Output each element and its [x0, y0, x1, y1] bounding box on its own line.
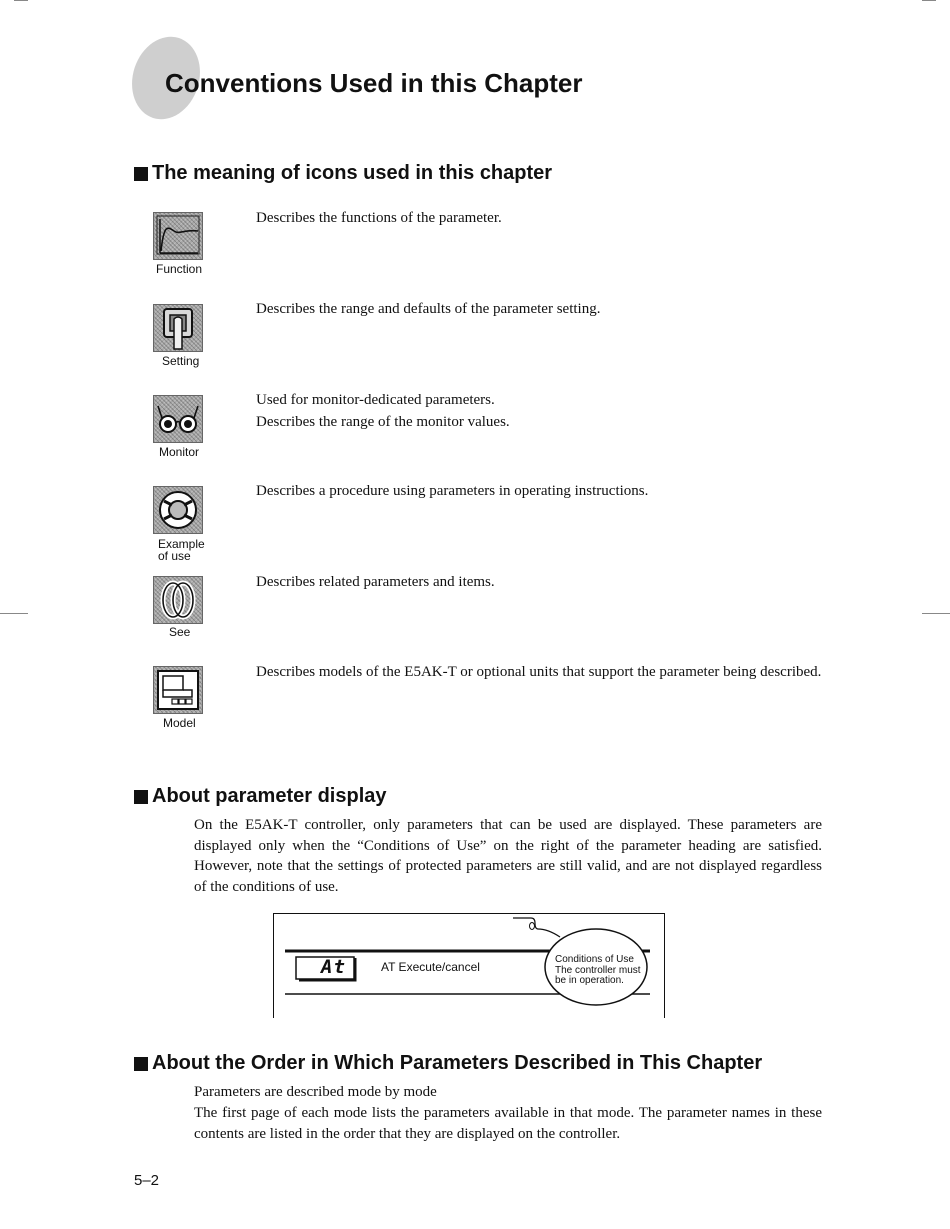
setting-icon: [153, 304, 203, 352]
crop-mark: [0, 613, 28, 614]
icon-description-example-of-use: Describes a procedure using parameters in operating instructions.: [256, 483, 649, 499]
icon-description-setting: Describes the range and defaults of the parameter setting.: [256, 301, 601, 317]
order-paragraph: The first page of each mode lists the parameters available in that mode. The parameter names in these contents are listed in the order that they are displayed on the controller.: [194, 1105, 822, 1142]
parameter-heading-diagram: [273, 913, 665, 1018]
description-line: Describes the range of the monitor values.: [256, 414, 510, 430]
conditions-line: The controller must: [555, 964, 641, 976]
function-icon: [153, 212, 203, 260]
monitor-icon: [153, 395, 203, 443]
seven-segment-display-text: At: [321, 956, 346, 978]
section-heading-text: About the Order in Which Parameters Described in This Chapter: [152, 1052, 763, 1074]
crop-mark: [14, 0, 28, 1]
display-paragraph: On the E5AK-T controller, only parameters that can be used are displayed. These parameters are displayed only when the “Conditions of Use” on the right of the parameter heading are satisfied. However, note that the settings of protected parameters are still valid, and are not displayed regardless of the conditions of use.: [194, 817, 822, 895]
icon-label-monitor: Monitor: [159, 445, 200, 459]
page-number: 5–2: [134, 1172, 160, 1189]
icon-description-function: Describes the functions of the parameter.: [256, 210, 502, 226]
icon-label-function: Function: [156, 262, 203, 276]
bullet-square: [134, 167, 148, 181]
crop-mark: [922, 613, 950, 614]
chapter-title: Conventions Used in this Chapter: [165, 68, 583, 98]
icon-label-line: Example: [158, 537, 205, 551]
model-icon: [153, 666, 203, 714]
conditions-of-use-callout: [555, 955, 641, 987]
bullet-square: [134, 1057, 148, 1071]
icon-label-example-of-use: [158, 538, 205, 562]
icon-label-line: of use: [158, 549, 191, 563]
icon-label-setting: Setting: [162, 354, 200, 368]
section-heading-text: The meaning of icons used in this chapter: [152, 162, 553, 184]
conditions-line: be in operation.: [555, 975, 624, 986]
icon-description-see: Describes related parameters and items.: [256, 574, 495, 590]
conditions-line: Conditions of Use: [555, 954, 634, 965]
example-of-use-icon: [153, 486, 203, 534]
section-heading-text: About parameter display: [152, 785, 387, 807]
see-icon: [153, 576, 203, 624]
icon-label-see: See: [169, 625, 191, 639]
section-heading-icons: [134, 162, 552, 185]
section-heading-display: [134, 785, 387, 808]
icon-description-model: Describes models of the E5AK-T or optional units that support the parameter being described.: [256, 664, 822, 680]
icon-label-model: Model: [163, 716, 196, 730]
icon-description-monitor: [256, 389, 822, 433]
order-line: Parameters are described mode by mode: [194, 1084, 437, 1100]
crop-mark: [922, 0, 936, 1]
section-heading-order: [134, 1052, 762, 1075]
parameter-name: AT Execute/cancel: [381, 960, 480, 974]
description-line: Used for monitor-dedicated parameters.: [256, 392, 495, 408]
bullet-square: [134, 790, 148, 804]
